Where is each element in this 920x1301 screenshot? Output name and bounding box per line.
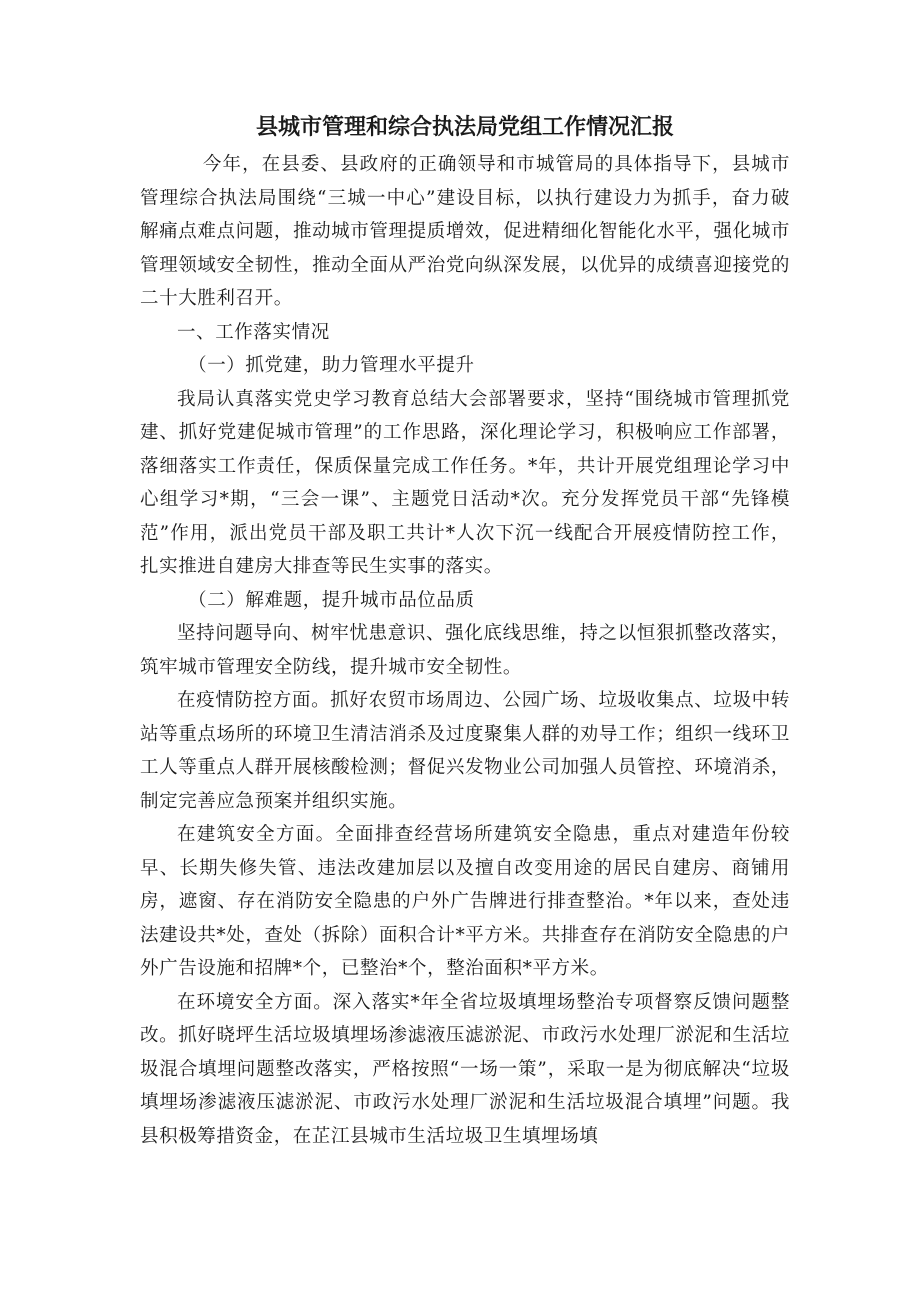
building-safety-paragraph: 在建筑安全方面。全面排查经营场所建筑安全隐患，重点对建造年份较早、长期失修失管、违法改建加层以及擅自改变用途的居民自建房、商铺用房，遮窗、存在消防安全隐患的户外广告牌进行排查整治。*年以来，查处违法建设共*处，查处（拆除）面积合计*平方米。共排查存在消防安全隐患的户外广告设施和招牌*个，已整治*个，整治面积*平方米。 [140,824,791,979]
document-title: 县城市管理和综合执法局党组工作情况汇报 [255,115,674,140]
party-building-paragraph: 我局认真落实党史学习教育总结大会部署要求，坚持“围绕城市管理抓党建、抓好党建促城市管理”的工作思路，深化理论学习，积极响应工作部署，落细落实工作责任，保质保量完成工作任务。*年，共计开展党组理论学习中心组学习*期，“三会一课”、主题党日活动*次。充分发挥党员干部“先锋模范”作用，派出党员干部及职工共计*人次下沉一线配合开展疫情防控工作，扎实推进自建房大排查等民生实事的落实。 [140,388,790,577]
problem-solving-paragraph: 坚持问题导向、树牢忧患意识、强化底线思维，持之以恒狠抓整改落实，筑牢城市管理安全防线，提升城市安全韧性。 [140,623,790,678]
epidemic-control-paragraph: 在疫情防控方面。抓好农贸市场周边、公园广场、垃圾收集点、垃圾中转站等重点场所的环境卫生清洁消杀及过度聚集人群的劝导工作；组织一线环卫工人等重点人群开展核酸检测；督促兴发物业公司加强人员管控、环境消杀，制定完善应急预案并组织实施。 [140,690,790,812]
environment-safety-paragraph: 在环境安全方面。深入落实*年全省垃圾填埋场整治专项督察反馈问题整改。抓好晓坪生活垃圾填埋场渗滤液压滤淤泥、市政污水处理厂淤泥和生活垃圾混合填埋问题整改落实，严格按照“一场一策”，采取一是为彻底解决“垃圾填埋场渗滤液压滤淤泥、市政污水处理厂淤泥和生活垃圾混合填埋”问题。我县积极筹措资金，在芷江县城市生活垃圾卫生填埋场填 [140,991,790,1147]
intro-paragraph: 今年，在县委、县政府的正确领导和市城管局的具体指导下，县城市管理综合执法局围绕“三城一中心”建设目标，以执行建设力为抓手，奋力破解痛点难点问题，推动城市管理提质增效，促进精细化智能化水平，强化城市管理领域安全韧性，推动全面从严治党向纵深发展，以优异的成绩喜迎接党的二十大胜利召开。 [140,154,790,309]
subsection-heading-2: （二）解难题，提升城市品位品质 [188,589,475,611]
section-heading-1: 一、工作落实情况 [177,321,330,343]
subsection-heading-1: （一）抓党建，助力管理水平提升 [188,355,475,376]
document-page [140,108,790,1153]
